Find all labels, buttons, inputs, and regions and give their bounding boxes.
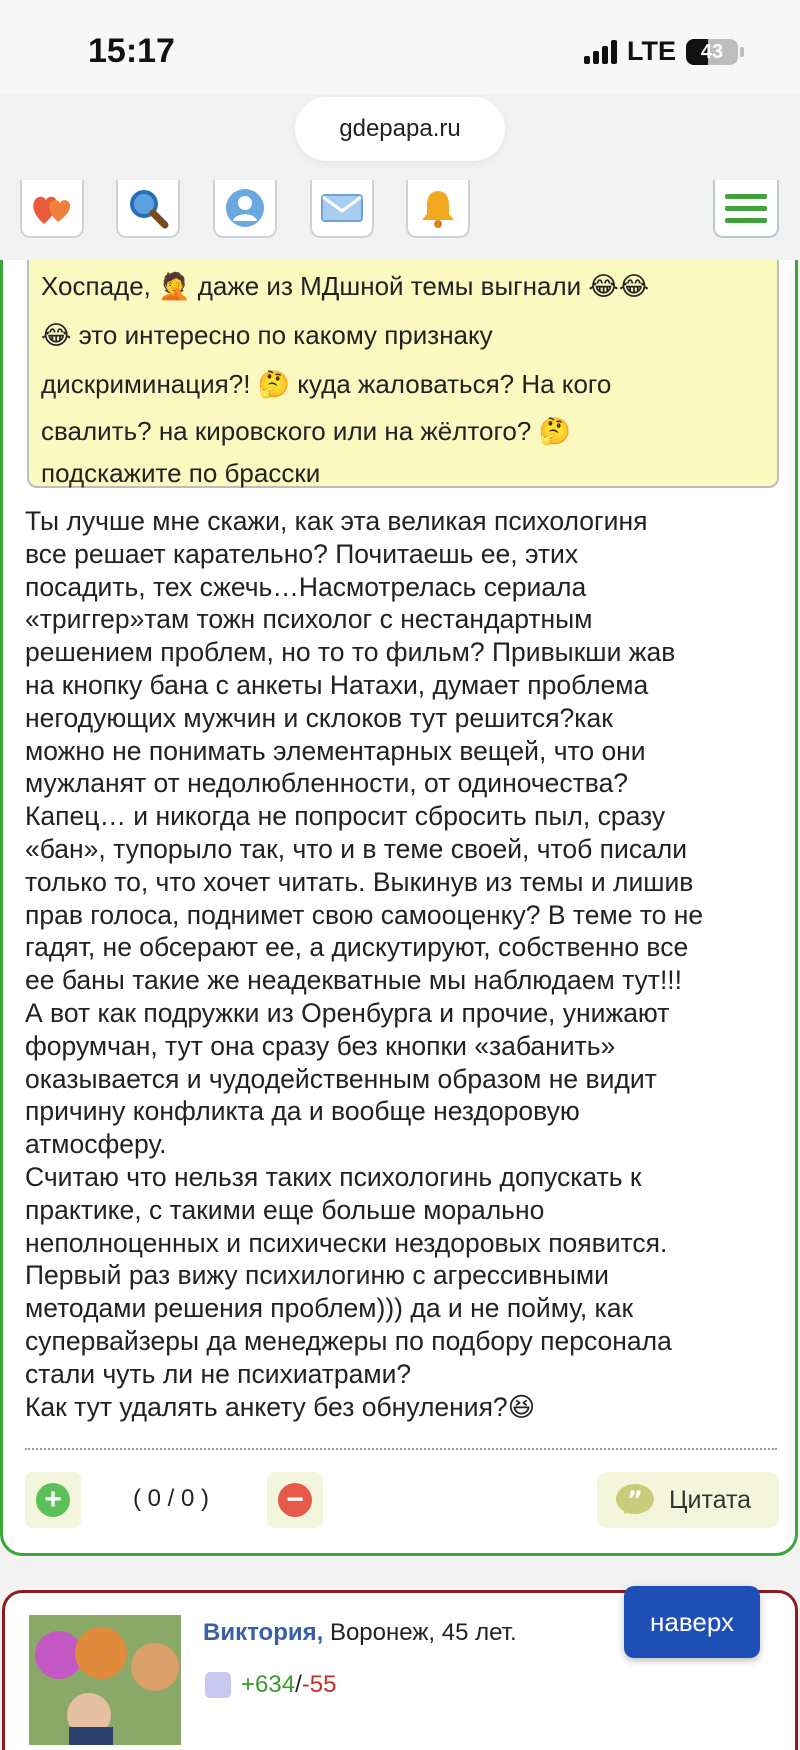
battery-icon [686,39,738,65]
top-nav [0,180,800,260]
address-bar[interactable]: gdepapa.ru [295,97,505,161]
rating-separator: / [295,1671,302,1698]
divider [25,1448,777,1450]
hamburger-menu-icon [725,194,767,199]
scroll-to-top-button[interactable]: наверх [624,1586,760,1658]
quote-line: 😂 это интересно по какому признаку [41,320,493,350]
avatar[interactable] [29,1615,181,1745]
profile-button[interactable] [213,180,277,238]
plus-icon: + [36,1483,70,1517]
quote-line: дискриминация?! 🤔 куда жаловаться? На кого [41,369,612,399]
downvote-button[interactable] [267,1472,323,1528]
quote-line: свалить? на кировского или на жёлтого? 🤔 [41,416,571,446]
signal-icon [584,40,617,64]
upvote-button[interactable] [25,1472,81,1528]
search-icon [126,187,170,229]
quoted-text [27,260,779,488]
status-time: 15:17 [88,32,175,70]
notifications-button[interactable] [406,180,470,238]
rating-plus: +634 [241,1671,296,1698]
hearts-button[interactable] [20,180,84,238]
author-line [203,1619,517,1647]
rating-minus: -55 [301,1671,337,1698]
menu-button[interactable] [713,180,779,238]
avatar-photo [29,1615,181,1745]
author-info: Воронеж, 45 лет. [323,1619,517,1646]
svg-text:”: ” [627,1486,643,1514]
search-button[interactable] [116,180,180,238]
status-bar [0,0,800,95]
quote-line: подскажите по брасски [41,458,321,488]
rating-icon [205,1672,231,1698]
vote-count: ( 0 / 0 ) [133,1485,210,1512]
status-indicators [584,36,744,67]
quote-line: Хоспаде, 🤦 даже из МДшной темы выгнали 😂😂 [41,271,650,301]
quote-button[interactable] [597,1472,779,1528]
minus-icon: − [278,1483,312,1517]
author-name[interactable]: Виктория, [203,1619,324,1646]
mail-button[interactable] [310,180,374,238]
quote-button-label: Цитата [669,1485,752,1514]
mail-icon [320,192,364,224]
quote-icon [615,1482,655,1518]
rating [205,1671,336,1699]
forum-post [0,260,798,1556]
battery-level: 43 [700,40,724,63]
bell-icon [418,187,458,229]
profile-icon [224,187,266,229]
post-body: Ты лучше мне скажи, как эта великая психологиня все решает карательно? Почитаешь ее, этих посадить, тех сжечь…Насмотрелась сериала «триггер»там тожн психолог с нестандартным решением проблем, но то то фильм? Привыкши жав на кнопку бана с анкеты Натахи, думает проблема негодующих мужчин и склоков тут решится?как можно не понимать элементарных вещей, что они мужланят от недолюбленности, от одиночества? Капец… и никогда не попросит сбросить пыл, сразу «бан», тупорыло так, что и в теме своей, чтоб писали только то, что хочет читать. Выкинув из темы и лишив прав голоса, поднимет свою самооценку? В теме то не гадят, не обсерают ее, а дискутируют, собственно все ее баны такие же неадекватные мы наблюдаем тут!!! А вот как подружки из Оренбурга и прочие, унижают форумчан, тут она сразу без кнопки «забанить» оказывается и чудодейственным образом не видит причину конфликта да и вообще нездоровую атмосферу. Считаю что нельзя таких психологинь допускать к практике, с такими еще больше морально неполноценных и психически нездоровых появится. Первый раз вижу психилогиню с агрессивными методами решения проблем))) да и не пойму, как супервайзеры да менеджеры по подбору персонала стали чуть ли не психиатрами? Как тут удалять анкету без обнуления?😆 [25,506,704,1422]
network-label: LTE [627,36,676,66]
hearts-icon [30,188,74,228]
